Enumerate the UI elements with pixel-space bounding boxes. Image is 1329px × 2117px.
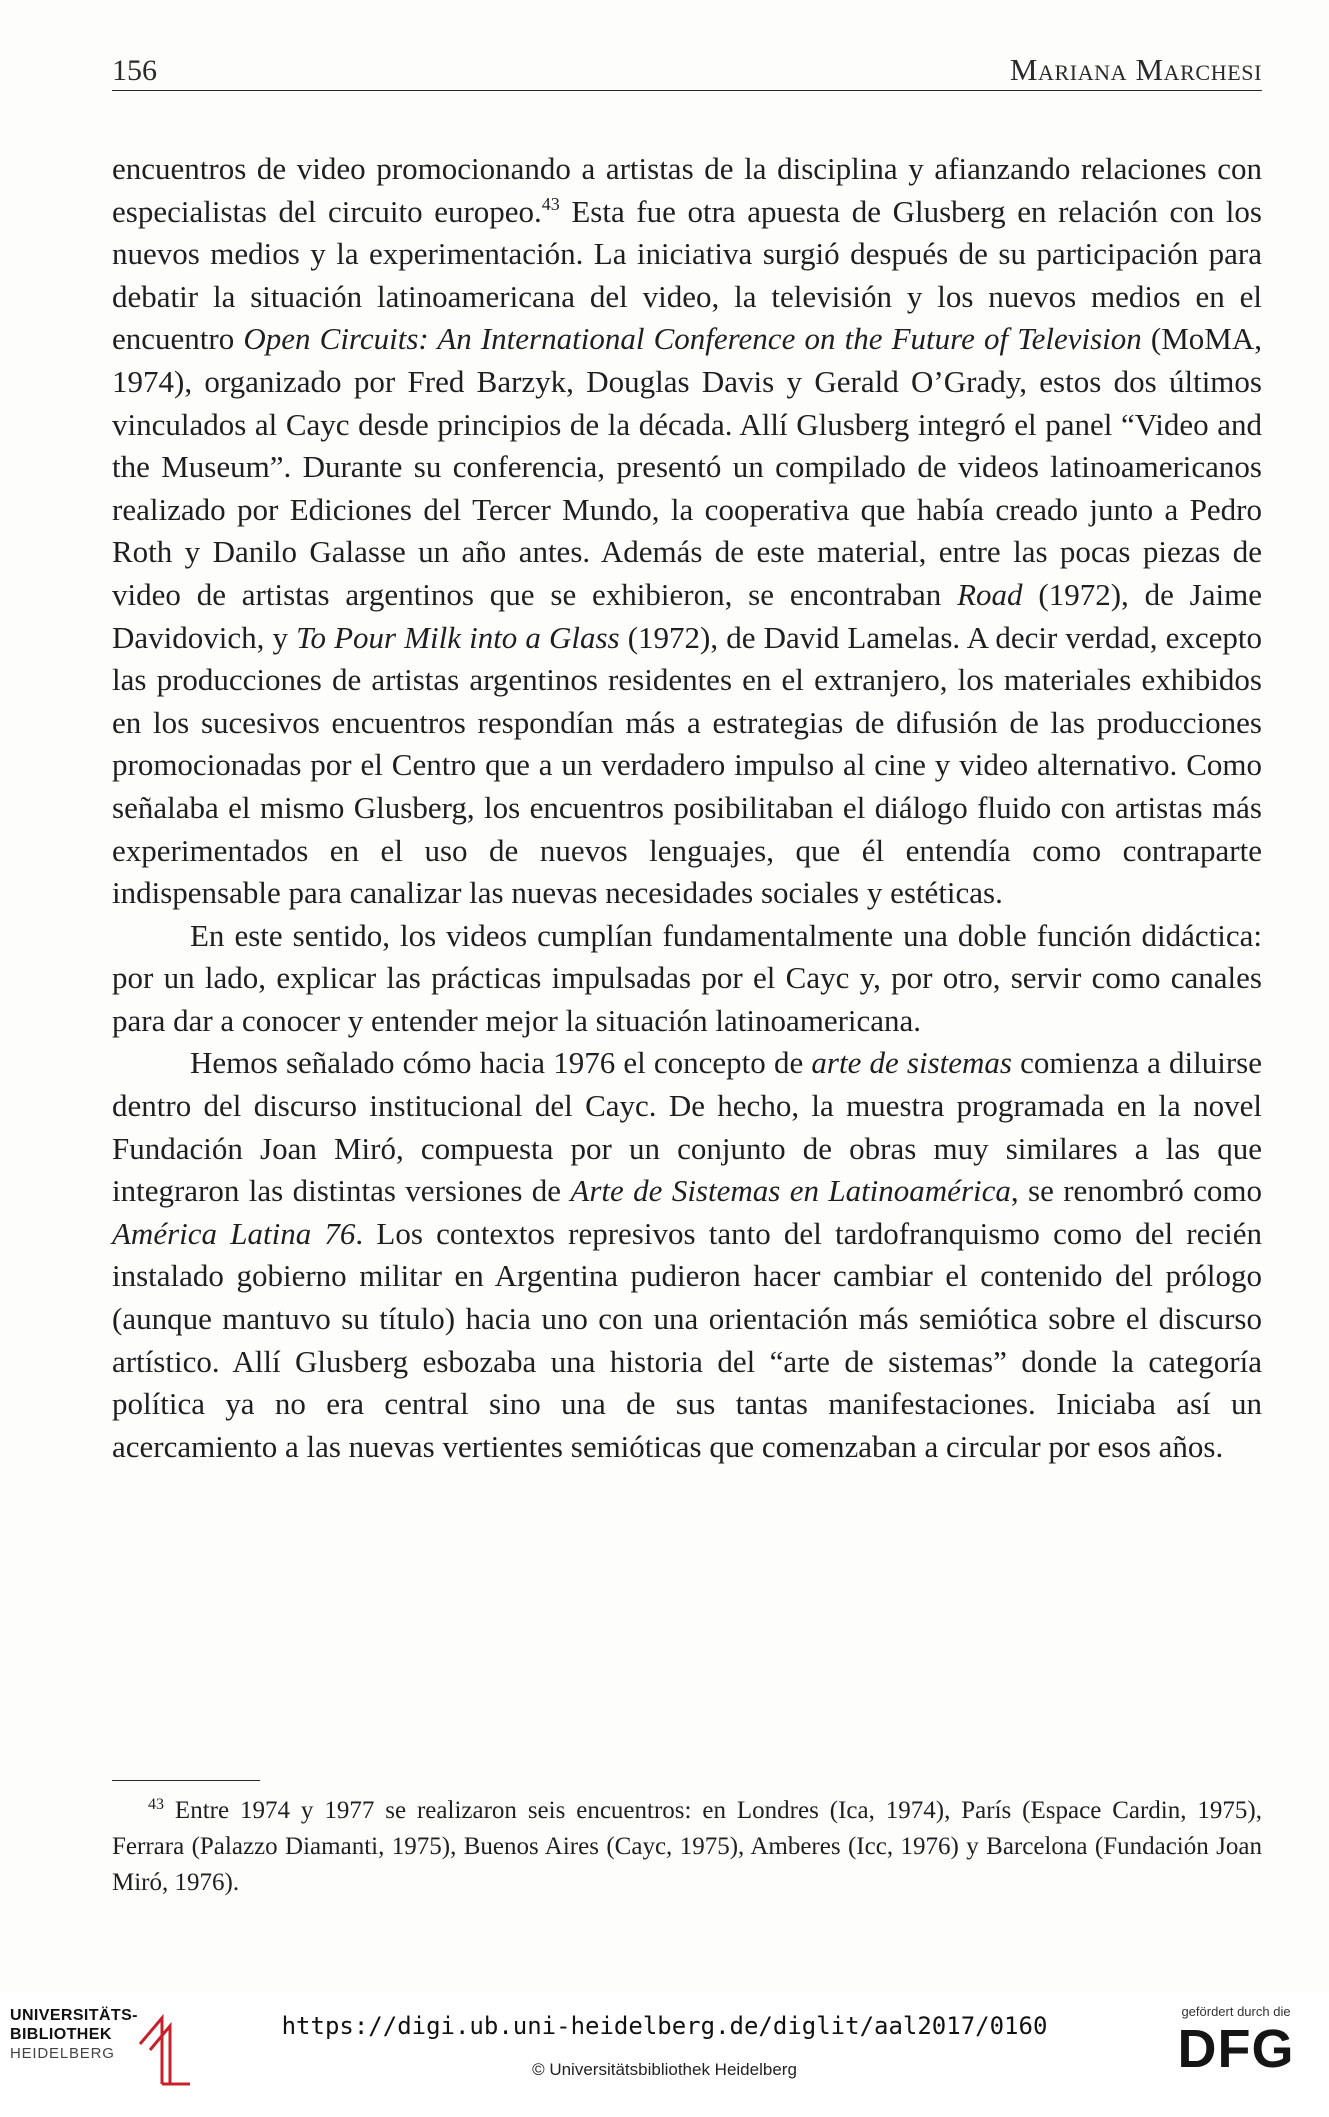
- copyright-notice: © Universitätsbibliothek Heidelberg: [532, 2060, 797, 2079]
- digitization-footer: [0, 1992, 1329, 2117]
- body-paragraph: [112, 915, 1262, 1043]
- text-run: comienza a diluirse dentro del discurso institucional del Cayc. De hecho, la muestra programada en la novel Fundación Joan Miró, compuesta por un conjunto de obras muy similares a las que integraron las distintas versiones de: [112, 1045, 1262, 1209]
- page-number: 156: [112, 54, 157, 87]
- body-paragraph: [112, 1042, 1262, 1468]
- body-paragraph: [112, 148, 1262, 915]
- text-run: (MoMA, 1974), organizado por Fred Barzyk, Douglas Davis y Gerald O’Grady, estos dos últimos vinculados al Cayc desde principios de la década. Allí Glusberg integró el panel “Video and the Museum”. Durante su conferencia, presentó un compilado de videos latinoamericanos realizado por Ediciones del Tercer Mundo, la cooperativa que había creado junto a Pedro Roth y Danilo Galasse un año antes. Además de este material, entre las pocas piezas de video de artistas argentinos que se exhibieron, se encontraban: [112, 321, 1263, 612]
- text-run: (1972), de Jaime Davidovich, y: [112, 576, 1262, 655]
- dfg-funding-label: gefördert durch die: [1181, 2004, 1291, 2019]
- text-run: Hemos señalado cómo hacia 1976 el concepto de: [190, 1045, 812, 1081]
- italic-title: Open Circuits: An International Conference on the Future of Television: [243, 321, 1142, 357]
- italic-title: Arte de Sistemas en Latinoamérica: [570, 1173, 1011, 1209]
- footnote-text: Entre 1974 y 1977 se realizaron seis encuentros: en Londres (Ica, 1974), París (Espace Cardin, 1975), Ferrara (Palazzo Diamanti, 1975), Buenos Aires (Cayc, 1975), Amberes (Icc, 1976) y Barcelona (Fundación Joan Miró, 1976).: [112, 1797, 1262, 1896]
- italic-title: arte de sistemas: [811, 1045, 1012, 1081]
- footnote-rule: [112, 1780, 260, 1781]
- dfg-logo[interactable]: [1165, 2004, 1307, 2104]
- italic-title: Road: [957, 576, 1023, 612]
- footnote-reference: 43: [541, 193, 560, 214]
- header-rule: [112, 90, 1262, 91]
- text-run: , se renombró como: [1010, 1173, 1262, 1209]
- italic-title: To Pour Milk into a Glass: [296, 619, 620, 655]
- running-header: [112, 48, 1262, 88]
- text-run: . Los contextos represivos tanto del tardofranquismo como del recién instalado gobierno militar en Argentina pudieron hacer cambiar el contenido del prólogo (aunque mantuvo su título) hacia uno con una orientación más semiótica sobre el discurso artístico. Allí Glusberg esbozaba una historia del “arte de sistemas” donde la categoría política ya no era central sino una de sus tantas manifestaciones. Iniciaba así un acercamiento a las nuevas vertientes semióticas que comenzaban a circular por esos años.: [112, 1215, 1262, 1464]
- library-logo-text: UNIVERSITÄTS- BIBLIOTHEK HEIDELBERG: [10, 2007, 138, 2062]
- permalink-url[interactable]: https://digi.ub.uni-heidelberg.de/diglit/aal2017/0160: [281, 2012, 1048, 2040]
- footnote: [112, 1793, 1262, 1901]
- text-run: En este sentido, los videos cumplían fundamentalmente una doble función didáctica: por un lado, explicar las prácticas impulsadas por el Cayc y, por otro, servir como canales para dar a conocer y entender mejor la situación latinoamericana.: [112, 917, 1262, 1038]
- dfg-wordmark: DFG: [1177, 2019, 1295, 2079]
- running-header-author: Mariana Marchesi: [1009, 52, 1262, 87]
- footnote-43: [112, 1793, 1262, 1901]
- body-text: [112, 148, 1262, 1468]
- text-run: Esta fue otra apuesta de Glusberg en relación con los nuevos medios y la experimentación. La iniciativa surgió después de su participación para debatir la situación latinoamericana del video, la televisión y los nuevos medios en el encuentro: [112, 193, 1262, 357]
- footnote-number: 43: [148, 1796, 164, 1813]
- text-run: (1972), de David Lamelas. A decir verdad, excepto las producciones de artistas argentinos residentes en el extranjero, los materiales exhibidos en los sucesivos encuentros respondían más a estrategias de difusión de las producciones promocionadas por el Centro que a un verdadero impulso al cine y video alternativo. Como señalaba el mismo Glusberg, los encuentros posibilitaban el diálogo fluido con artistas más experimentados en el uso de nuevos lenguajes, que él entendía como contraparte indispensable para canalizar las nuevas necesidades sociales y estéticas.: [112, 619, 1262, 911]
- italic-title: América Latina 76: [112, 1215, 356, 1251]
- text-run: encuentros de video promocionando a artistas de la disciplina y afianzando relaciones con especialistas del circuito europeo.: [112, 151, 1262, 229]
